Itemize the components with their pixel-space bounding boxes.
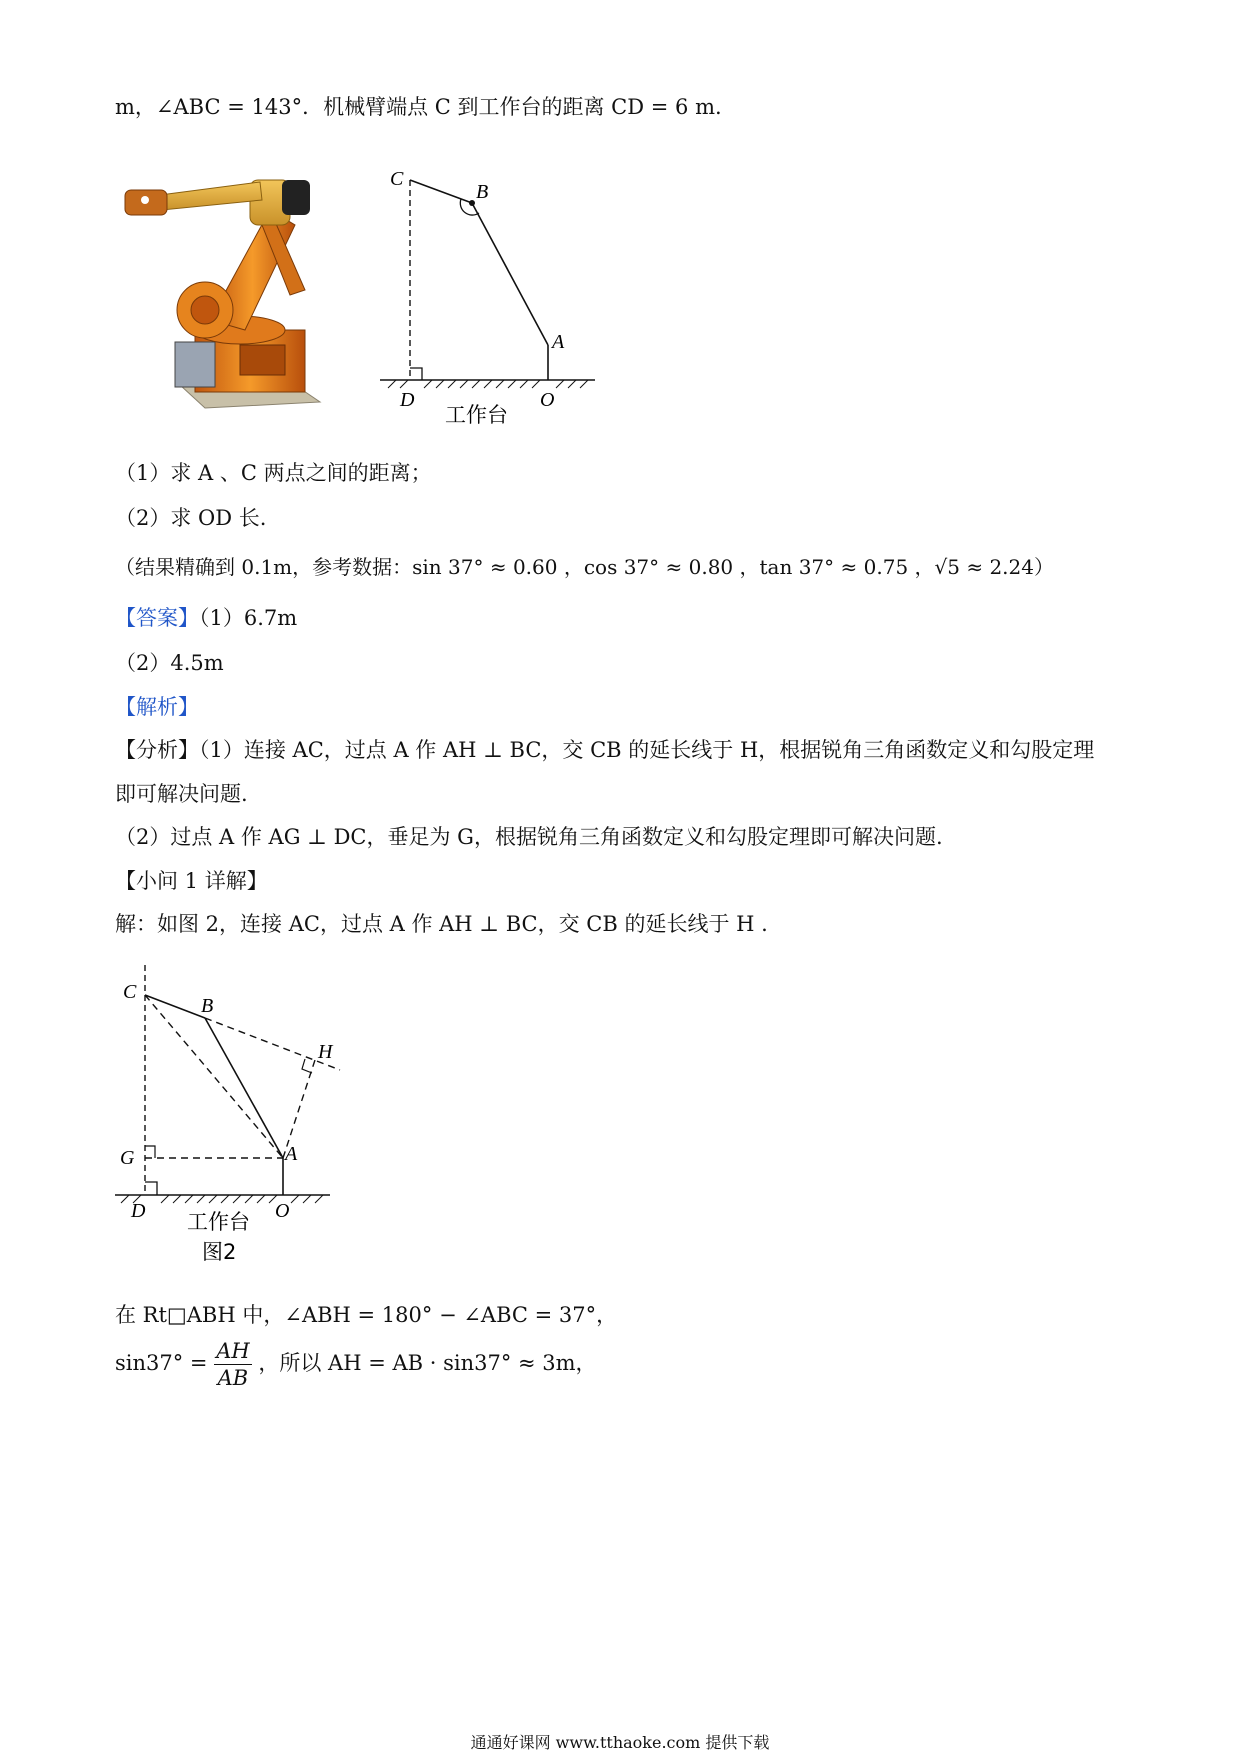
segment-cb [410, 180, 472, 203]
right-angle-d-mark [410, 368, 422, 380]
figure-2-title: 图2 [202, 1240, 237, 1264]
answer-1: （1）6.7m [199, 606, 298, 630]
figure-1-caption: 工作台 [445, 403, 508, 427]
segment-ca-dashed [145, 995, 283, 1158]
fenxi-tag: 【分析】 [115, 738, 199, 762]
analysis-tag: 【解析】 [115, 695, 199, 719]
figure-1-diagram [380, 160, 620, 435]
answer-line-1 [115, 603, 297, 633]
ground-hatching-2 [121, 1195, 323, 1203]
label-a-2: A [285, 1143, 298, 1165]
segment-ba-2 [205, 1018, 283, 1158]
question-1: （1）求 A 、C 两点之间的距离； [115, 461, 432, 485]
label-o: O [540, 389, 555, 411]
right-angle-g-mark [145, 1146, 155, 1158]
figure-2-diagram [115, 960, 375, 1270]
sub-question-1-line: 解：如图 2，连接 AC，过点 A 作 AH ⊥ BC，交 CB 的延长线于 H . [115, 912, 768, 936]
label-h-2: H [318, 1041, 333, 1063]
fenxi-line-2: 即可解决问题. [115, 782, 248, 806]
label-c: C [390, 168, 404, 190]
label-o-2: O [275, 1200, 290, 1222]
fenxi-line-3: （2）过点 A 作 AG ⊥ DC，垂足为 G，根据锐角三角函数定义和勾股定理即可解决问题. [115, 825, 943, 849]
fenxi-text-1: （1）连接 AC，过点 A 作 AH ⊥ BC，交 CB 的延长线于 H，根据锐角三角函数定义和勾股定理 [199, 738, 1095, 762]
fraction-denominator: AB [217, 1366, 249, 1390]
label-c-2: C [123, 981, 137, 1003]
fenxi-line-1 [115, 735, 1094, 765]
solution-line-2-rest: ，所以 AH = AB · sin37° ≈ 3m， [258, 1351, 597, 1375]
ground-hatching [388, 380, 588, 388]
solution-line-1: 在 Rt□ABH 中，∠ABH = 180° − ∠ABC = 37°， [115, 1303, 618, 1327]
page-footer: 通通好课网 www.tthaoke.com 提供下载 [470, 1733, 770, 1752]
right-angle-d-mark-2 [145, 1182, 157, 1195]
answer-2: （2）4.5m [115, 651, 224, 675]
robot-arm-illustration [120, 170, 340, 415]
point-b-dot [469, 200, 475, 206]
fraction-numerator: AH [216, 1339, 250, 1363]
label-b: B [476, 181, 489, 203]
sub-question-1-tag: 【小问 1 详解】 [115, 869, 268, 893]
fraction-ah-ab [214, 1338, 251, 1391]
answer-tag: 【答案】 [115, 606, 199, 630]
precision-note: （结果精确到 0.1m，参考数据：sin 37° ≈ 0.60 ，cos 37° ≈ 0.80 ，tan 37° ≈ 0.75 ，√5 ≈ 2.24） [115, 555, 1054, 579]
label-g-2: G [120, 1147, 135, 1169]
label-d-2: D [131, 1200, 146, 1222]
intro-line: m，∠ABC = 143°．机械臂端点 C 到工作台的距离 CD = 6 m. [115, 95, 722, 119]
question-2: （2）求 OD 长. [115, 506, 267, 530]
label-a: A [552, 331, 565, 353]
figure-2-caption: 工作台 [187, 1210, 250, 1234]
label-b-2: B [201, 995, 214, 1017]
segment-ba [472, 203, 548, 345]
label-d: D [400, 389, 415, 411]
sin-lhs: sin37° = [115, 1351, 208, 1375]
solution-line-2 [115, 1338, 597, 1391]
right-angle-h-mark [302, 1059, 312, 1073]
